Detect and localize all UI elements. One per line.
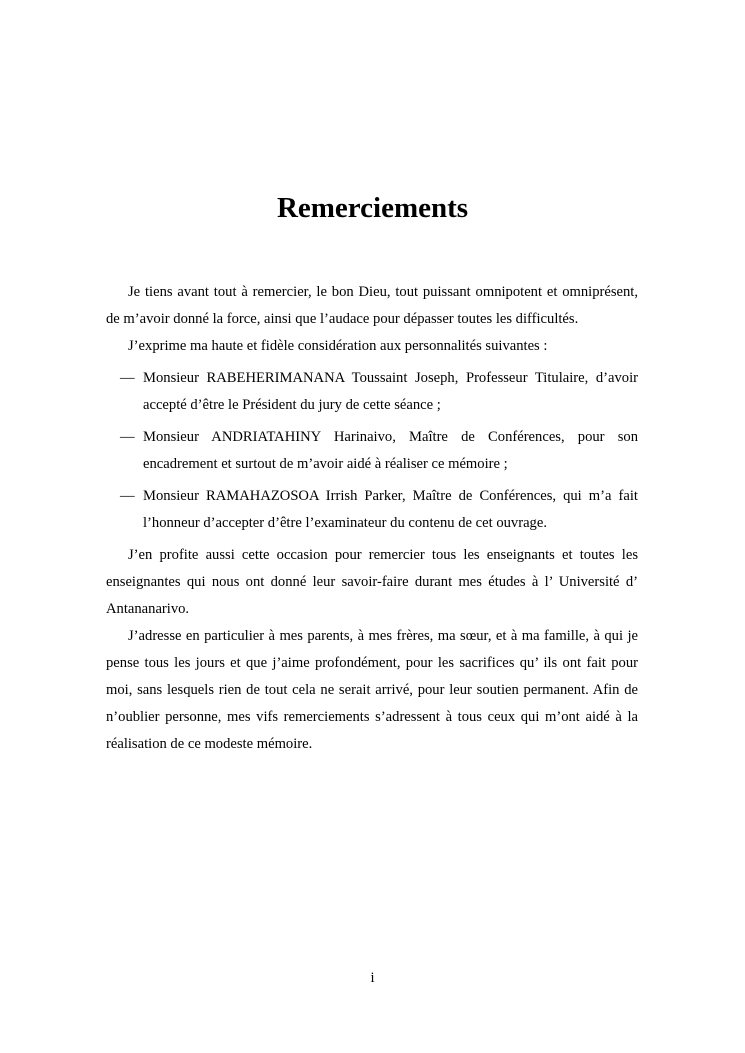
list-item-text: Monsieur RABEHERIMANANA Toussaint Joseph, Professeur Titulaire, d’avoir accepté d’être le Président du jury de cette séance ; (143, 370, 638, 413)
intro-paragraph: Je tiens avant tout à remercier, le bon Dieu, tout puissant omnipotent et omniprésent, de m’avoir donné la force, ainsi que l’audace pour dépasser toutes les difficultés. (106, 284, 638, 327)
page-number: i (370, 970, 375, 986)
consideration-paragraph: J’exprime ma haute et fidèle considération aux personnalités suivantes : (128, 338, 548, 354)
list-item (106, 483, 638, 537)
list-dash: — (120, 429, 135, 445)
list-dash: — (120, 488, 135, 504)
teachers-paragraph: J’en profite aussi cette occasion pour remercier tous les enseignants et toutes les enseignantes qui nous ont donné leur savoir-faire durant mes études à l’ Université d’ Antananarivo. (106, 547, 638, 617)
list-item (106, 424, 638, 478)
page-title: Remerciements (276, 192, 469, 224)
list-dash: — (120, 370, 135, 386)
list-item-text: Monsieur RAMAHAZOSOA Irrish Parker, Maître de Conférences, qui m’a fait l’honneur d’accepter d’être l’examinateur du contenu de cet ouvrage. (143, 488, 638, 531)
jury-list (106, 365, 638, 537)
acknowledgements-body (106, 279, 638, 758)
list-item (106, 365, 638, 419)
list-item-text: Monsieur ANDRIATAHINY Harinaivo, Maître de Conférences, pour son encadrement et surtout de m’avoir aidé à réaliser ce mémoire ; (143, 429, 638, 472)
family-paragraph: J’adresse en particulier à mes parents, à mes frères, ma sœur, et à ma famille, à qui je pense tous les jours et que j’aime profondément, pour les sacrifices qu’ ils ont fait pour moi, sans lesquels rien de tout cela ne serait arrivé, pour leur soutien permanent. Afin de n’oublier personne, mes vifs remerciements s’adressent à tous ceux qui m’ont aidé à la réalisation de ce modeste mémoire. (106, 628, 638, 752)
